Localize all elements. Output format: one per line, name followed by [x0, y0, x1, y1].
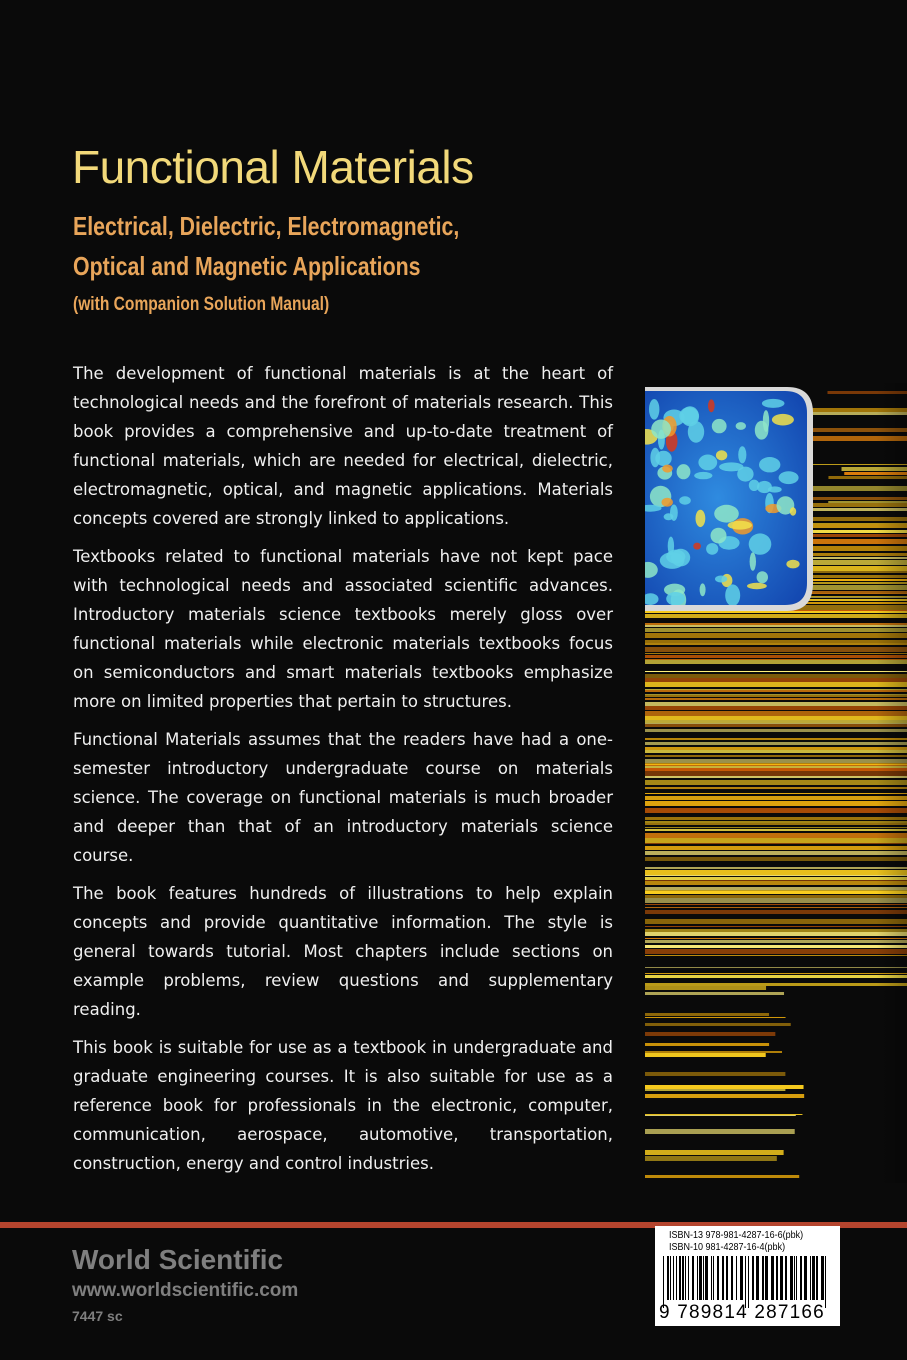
publisher-name: World Scientific — [72, 1244, 284, 1275]
publisher-url: www.worldscientific.com — [72, 1280, 299, 1301]
companion-note: (with Companion Solution Manual) — [73, 294, 330, 315]
barcode-bars — [661, 1256, 833, 1308]
description-paragraph-5: This book is suitable for use as a textbook in undergraduate and graduate engineering courses. It is also suitable for use as a reference book for professionals in the electronic, computer, communication, aerospace, automotive, transportation, construction, energy and control industries. — [73, 1038, 613, 1173]
heatmap-image — [645, 391, 807, 611]
stripe-heatmap-graphic — [645, 383, 907, 1183]
description-paragraph-2: Textbooks related to functional materials have not kept pace with technological needs and associated scientific advances. Introductory materials science textbooks merely gloss over functional materials while electronic materials textbooks focus on semiconductors and smart materials textbooks emphasize more on limited properties that pertain to structures. — [73, 547, 613, 711]
product-code: 7447 sc — [72, 1308, 123, 1324]
cover-artwork — [645, 383, 907, 1183]
description-paragraph-3: Functional Materials assumes that the readers have had a one-semester introductory undergraduate course on materials science. The coverage on functional materials is much broader and deeper than that of an introductory materials science course. — [73, 730, 613, 865]
barcode-digits: 9 789814 287166 — [659, 1302, 825, 1323]
description-paragraph-4: The book features hundreds of illustrations to help explain concepts and provide quantitative information. The style is general towards tutorial. Most chapters include sections on example problems, review questions and supplementary reading. — [73, 884, 613, 1019]
book-subtitle — [73, 206, 532, 286]
isbn-10-label: ISBN-10 981-4287-16-4(pbk) — [669, 1242, 786, 1253]
description — [73, 359, 613, 1187]
subtitle-line-2: Optical and Magnetic Applications — [73, 251, 421, 281]
description-paragraph-1: The development of functional materials is at the heart of technological needs and the forefront of materials research. This book provides a comprehensive and up-to-date treatment of functional materials, which are needed for electrical, dielectric, electromagnetic, optical, and magnetic applications. Materials concepts covered are strongly linked to applications. — [73, 364, 613, 528]
isbn-13-label: ISBN-13 978-981-4287-16-6(pbk) — [669, 1230, 804, 1241]
book-title: Functional Materials — [72, 141, 474, 193]
subtitle-line-1: Electrical, Dielectric, Electromagnetic, — [73, 211, 460, 241]
isbn-barcode — [655, 1226, 840, 1326]
